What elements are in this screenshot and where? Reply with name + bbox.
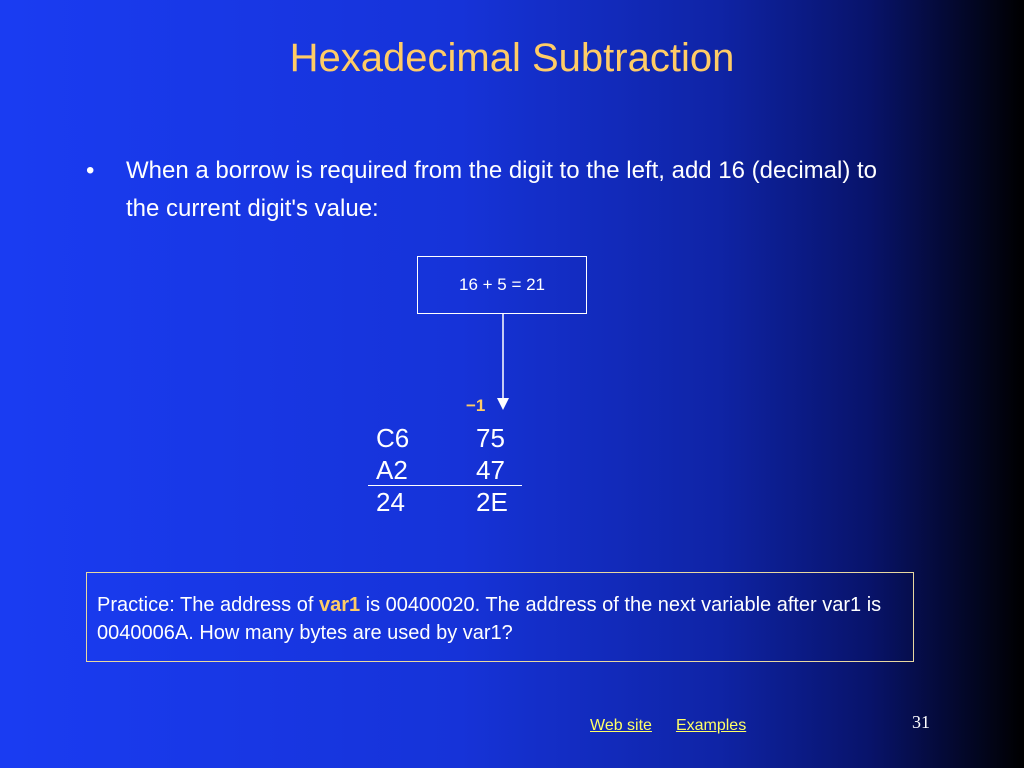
subtraction-calculation (376, 422, 521, 518)
slide-number: 31 (912, 712, 930, 732)
practice-box (86, 572, 914, 662)
arrow-down-icon (490, 314, 520, 414)
bullet-point (86, 152, 886, 228)
practice-suffix: is 00400020. The address of the next variable after var1 is 0040006A. How many bytes are used by var1? (97, 594, 882, 644)
calc-cell: 2E (476, 487, 508, 517)
callout-text: 16 + 5 = 21 (458, 275, 546, 294)
practice-var-name: var1 (318, 594, 361, 616)
calc-cell: 75 (476, 423, 505, 453)
web-site-link[interactable]: Web site (590, 717, 652, 734)
calc-row-result (376, 486, 521, 518)
calc-cell: C6 (376, 423, 410, 453)
calc-row-subtrahend (376, 454, 521, 486)
calc-row-minuend (376, 422, 521, 454)
footer-links (590, 717, 770, 735)
borrow-label: −1 (466, 396, 486, 415)
examples-link[interactable]: Examples (675, 717, 747, 734)
practice-prefix: Practice: The address of (97, 594, 319, 616)
slide-title: Hexadecimal Subtraction (289, 36, 735, 80)
calc-cell: 47 (476, 455, 505, 485)
callout-box (417, 256, 587, 314)
calc-cell: 24 (376, 487, 405, 517)
bullet-marker: • (86, 157, 95, 184)
calc-divider (368, 485, 522, 486)
calc-cell: A2 (376, 455, 408, 485)
bullet-text: When a borrow is required from the digit to the left, add 16 (decimal) to the current digit's value: (126, 157, 878, 222)
